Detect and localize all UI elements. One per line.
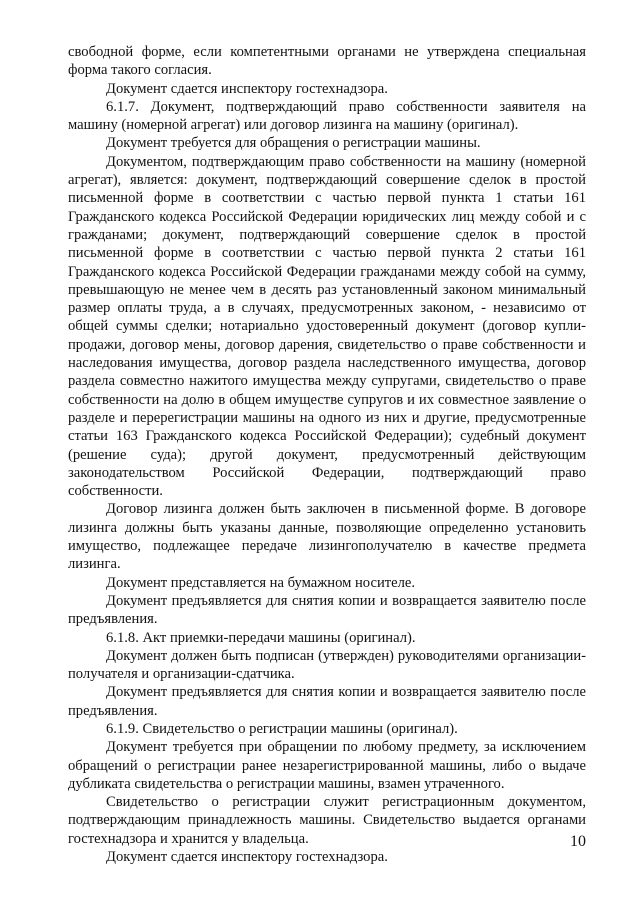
- paragraph-submit-inspector: Документ сдается инспектору гостехнадзора.: [106, 80, 388, 97]
- paragraph-signed-heads: Документ должен быть подписан (утвержден) руководителями организации-получателя и организации-сдатчика.: [68, 647, 586, 683]
- paragraph-copy-returned-2: Документ предъявляется для снятия копии и возвращается заявителю после предъявления.: [68, 684, 586, 719]
- page-number: 10: [570, 833, 586, 850]
- paragraph-certificate-description: Свидетельство о регистрации служит регистрационным документом, подтверждающим принадлежность машины. Свидетельство выдается органами гостехнадзора и хранится у владельца.: [68, 794, 586, 847]
- paragraph-paper-medium: Документ представляется на бумажном носителе.: [106, 574, 416, 591]
- paragraph-required-registration: Документ требуется для обращения о регистрации машины.: [106, 135, 481, 152]
- paragraph-copy-returned: Документ предъявляется для снятия копии и возвращается заявителю после предъявления.: [68, 592, 586, 628]
- paragraph-leasing-contract: Договор лизинга должен быть заключен в письменной форме. В договоре лизинга должны быть указаны данные, позволяющие определенно установить имущество, подлежащее передаче лизингополучателю в качестве предмета лизинга.: [68, 501, 586, 573]
- paragraph-submit-inspector-2: Документ сдается инспектору гостехнадзора.: [106, 849, 388, 866]
- paragraph-consent-form-continuation: свободной форме, если компетентными органами не утверждена специальная форма такого согласия.: [68, 44, 586, 79]
- paragraph-ownership-documents: Документом, подтверждающим право собственности на машину (номерной агрегат), является: документ, подтверждающий совершение сделок в простой письменной форме в соответствии с частью первой пункта 1 статьи 161 Гражданского кодекса Российской Федерации юридических лиц между собой и с гражданами; документ, подтверждающий совершение сделок в простой письменной форме в соответствии с частью первой пункта 2 статьи 161 Гражданского кодекса Российской Федерации гражданами между собой на сумму, превышающую не менее чем в десять раз установленный законом минимальный размер оплаты труда, а в случаях, предусмотренных законом, - независимо от общей суммы сделки; нотариально удостоверенный документ (договор купли-продажи, договор мены, договор дарения, свидетельство о праве собственности и наследования имущества, договор раздела наследственного имущества, договор раздела совместно нажитого имущества между супругами, свидетельство о праве собственности на долю в общем имуществе супругов и их совместное заявление о разделе и перерегистрации машины на одного из них и другие, предусмотренные статьи 163 Гражданского кодекса Российской Федерации); судебный документ (решение суда); другой документ, предусмотренный действующим законодательством Российской Федерации, подтверждающий право собственности.: [68, 153, 586, 500]
- paragraph-section-6-1-7: 6.1.7. Документ, подтверждающий право собственности заявителя на машину (номерной агрегат) или договор лизинга на машину (оригинал).: [68, 98, 586, 134]
- document-body: [68, 43, 586, 866]
- paragraph-section-6-1-9: 6.1.9. Свидетельство о регистрации машины (оригинал).: [106, 720, 458, 737]
- paragraph-section-6-1-8: 6.1.8. Акт приемки-передачи машины (оригинал).: [106, 629, 416, 646]
- paragraph-required-any-subject: Документ требуется при обращении по любому предмету, за исключением обращений о регистрации ранее незарегистрированной машины, либо о выдаче дубликата свидетельства о регистрации машины, взамен утраченного.: [68, 739, 586, 792]
